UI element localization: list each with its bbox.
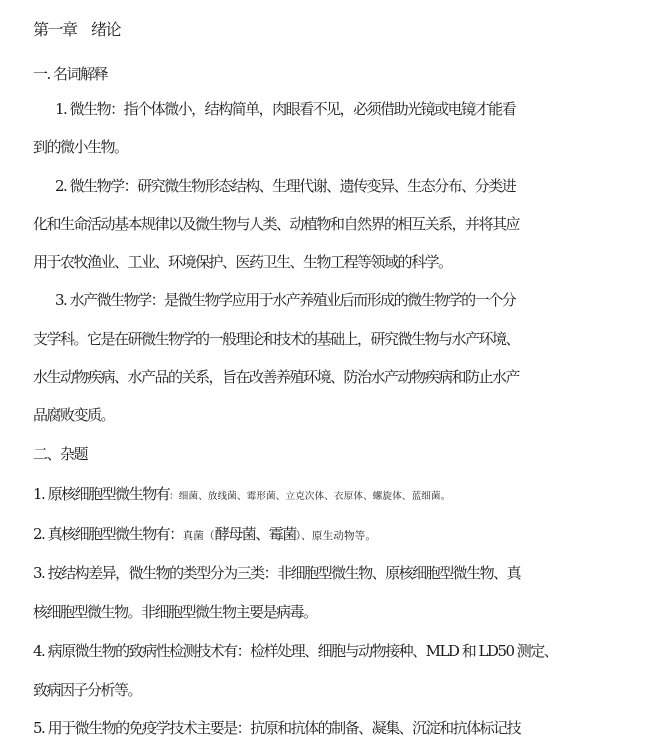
term2-line3: 用于农牧渔业、工业、环境保护、医药卫生、生物工程等领域的科学。: [33, 253, 452, 271]
question3-line1: 3. 按结构差异，微生物的类型分为三类：非细胞型微生物、原核细胞型微生物、真: [33, 564, 521, 582]
question2-prefix: 真菌（: [182, 530, 215, 542]
term3-line3: 水生动物疾病、水产品的关系，旨在改善养殖环境、防治水产动物疾病和防止水产: [33, 368, 520, 386]
question2-middle: 酵母菌、霉菌: [214, 525, 296, 543]
question1-lead: 1. 原核细胞型微生物有: [33, 485, 170, 503]
question3-line2: 核细胞型微生物。非细胞型微生物主要是病毒。: [33, 603, 317, 621]
question2-suffix: ）、原生动物等。: [295, 530, 377, 542]
term3-line2: 支学科。它是在研微生物学的一般理论和技术的基础上，研究微生物与水产环境、: [33, 330, 520, 348]
question5-line1: 5. 用于微生物的免疫学技术主要是：抗原和抗体的制备、凝集、沉淀和抗体标记技: [33, 719, 521, 737]
term1-line2: 到的微小生物。: [33, 138, 128, 156]
question1-answer: ：细菌、放线菌、霉形菌、立克次体、衣原体、螺旋体、蓝细菌。: [169, 491, 451, 502]
term2-line2: 化和生命活动基本规律以及微生物与人类、动植物和自然界的相互关系，并将其应: [33, 215, 520, 233]
question4-line1: 4. 病原微生物的致病性检测技术有：检样处理、细胞与动物接种、MLD 和 LD50 测定、: [33, 642, 558, 660]
question2-lead: 2. 真核细胞型微生物有：: [33, 525, 183, 543]
term3-line1: 3. 水产微生物学：是微生物学应用于水产养殖业后而形成的微生物学的一个分: [55, 291, 516, 309]
term2-line1: 2. 微生物学：研究微生物形态结构、生理代谢、遗传变异、生态分布、分类进: [55, 177, 516, 195]
term3-line4: 品腐败变质。: [33, 406, 115, 424]
question4-line2: 致病因子分析等。: [33, 681, 142, 699]
chapter-title: 第一章 绪论: [33, 20, 121, 39]
section-heading-definitions: 一. 名词解释: [33, 65, 108, 83]
question2: [33, 522, 662, 546]
term1-line1: 1. 微生物：指个体微小，结构简单，肉眼看不见，必须借助光镜或电镜才能看: [55, 100, 516, 118]
question1: [33, 482, 662, 506]
section-heading-misc: 二、杂题: [33, 445, 88, 463]
